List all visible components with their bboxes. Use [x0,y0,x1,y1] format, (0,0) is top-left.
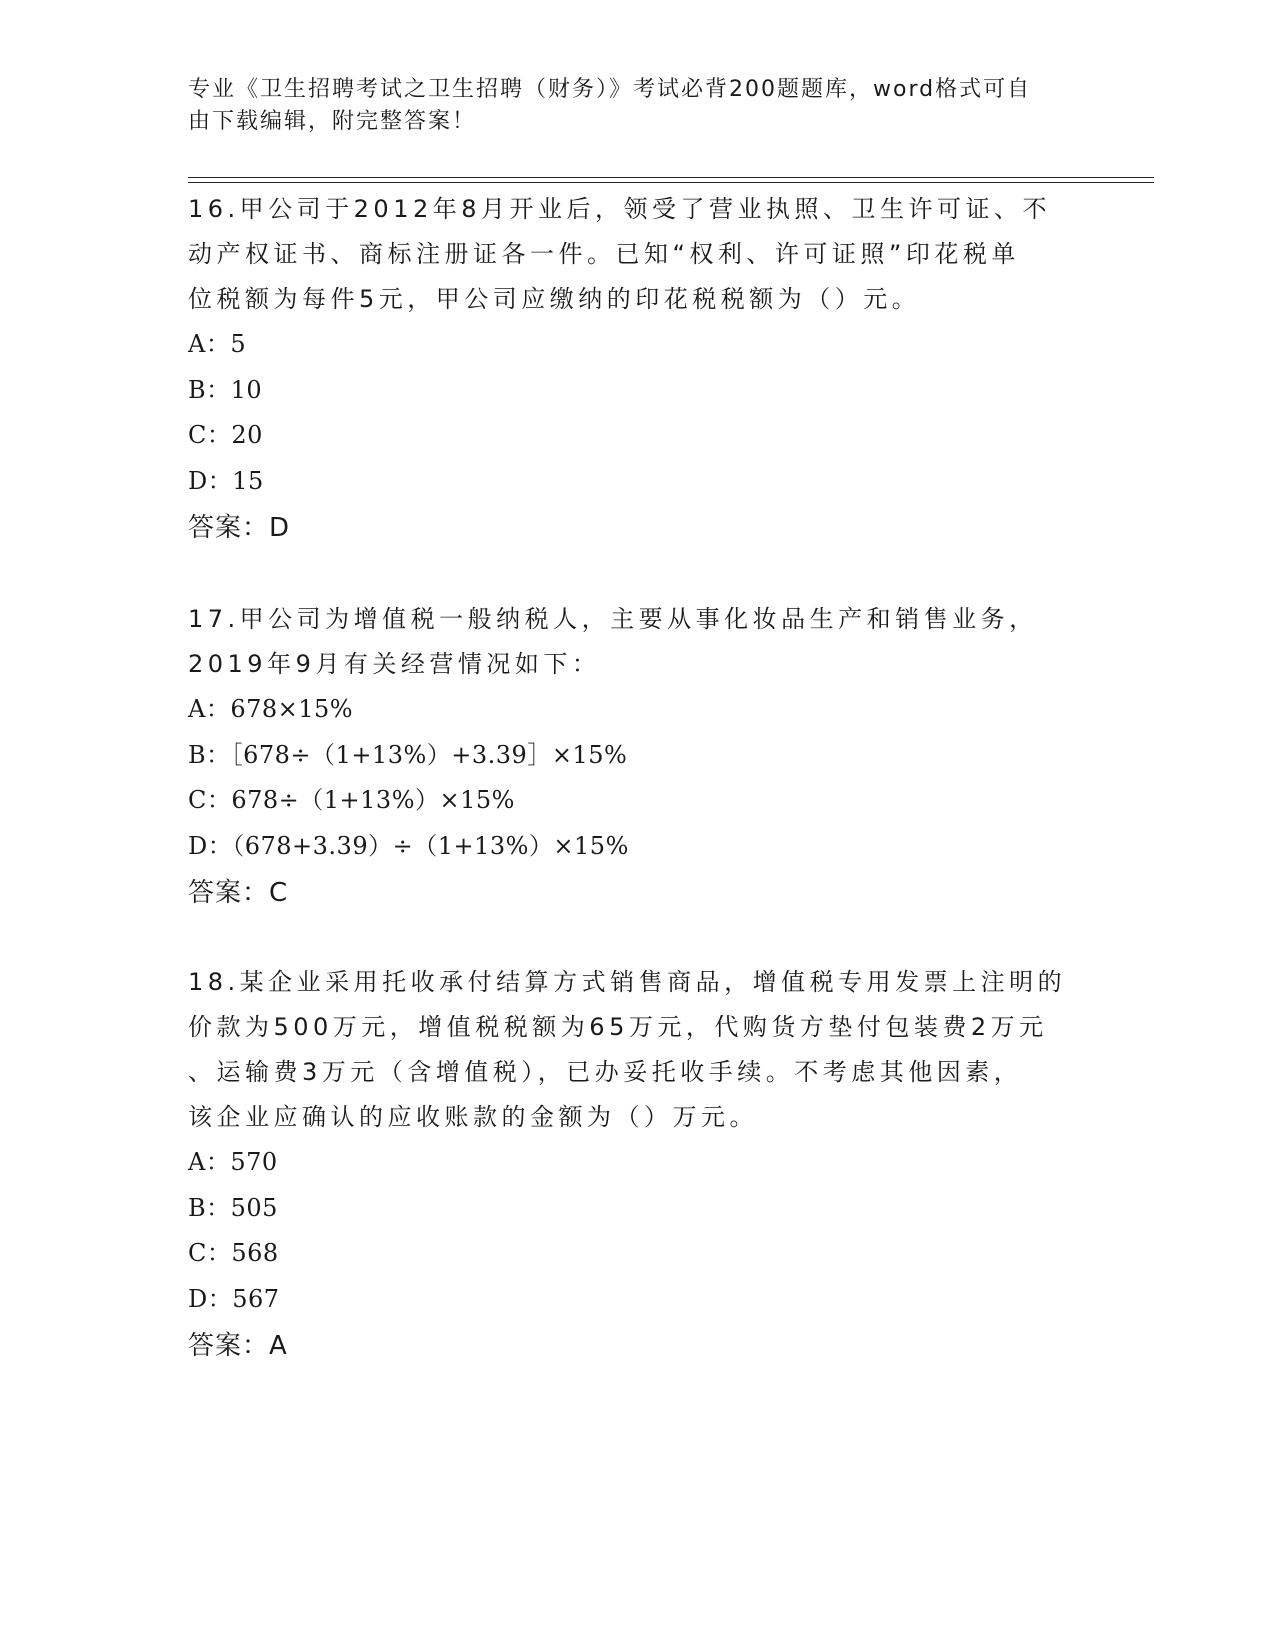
question-18-stem [188,960,1088,1140]
option-b: B：505 [188,1193,278,1222]
answer-line: 答案：C [188,878,289,908]
question-17 [188,597,1088,916]
question-stem-line: 18.某企业采用托收承付结算方式销售商品，增值税专用发票上注明的 [188,968,1067,996]
header-divider-top [188,177,1154,178]
question-stem-line: 价款为500万元，增值税税额为65万元，代购货方垫付包装费2万元 [188,1013,1048,1041]
option-c: C：678÷（1+13%）×15% [188,786,515,814]
option-b: B：10 [188,375,263,404]
question-stem-line: 17.甲公司为增值税一般纳税人，主要从事化妆品生产和销售业务， [188,605,1038,633]
question-17-stem [188,597,1088,687]
question-stem-line: 2019年9月有关经营情况如下： [188,650,601,678]
question-stem-line: 该企业应确认的应收账款的金额为（）万元。 [188,1103,758,1131]
option-c: C：568 [188,1239,279,1267]
answer-line: 答案：D [188,513,291,543]
option-a: A：678×15% [188,695,354,723]
question-stem-line: 、运输费3万元（含增值税），已办妥托收手续。不考虑其他因素， [188,1058,1023,1086]
document-header [188,74,1068,138]
question-stem-line: 位税额为每件5元，甲公司应缴纳的印花税税额为（）元。 [188,285,921,313]
question-18 [188,960,1088,1369]
option-c: C：20 [188,421,263,449]
question-stem-line: 16.甲公司于2012年8月开业后，领受了营业执照、卫生许可证、不 [188,195,1052,223]
option-a: A：5 [188,330,247,358]
option-a: A：570 [188,1148,278,1176]
answer-line: 答案：A [188,1331,288,1361]
option-b: B：［678÷（1+13%）+3.39］×15% [188,740,628,769]
option-d: D：15 [188,466,264,495]
header-line-2: 由下载编辑，附完整答案！ [188,109,477,134]
option-d: D：（678+3.39）÷（1+13%）×15% [188,831,629,860]
question-16-stem [188,187,1088,322]
question-stem-line: 动产权证书、商标注册证各一件。已知“权利、许可证照”印花税单 [188,240,1020,268]
question-16 [188,187,1088,551]
option-d: D：567 [188,1284,280,1313]
header-line-1: 专业《卫生招聘考试之卫生招聘（财务）》考试必背200题题库，word格式可自 [188,77,1032,102]
header-divider-bottom [188,182,1154,183]
